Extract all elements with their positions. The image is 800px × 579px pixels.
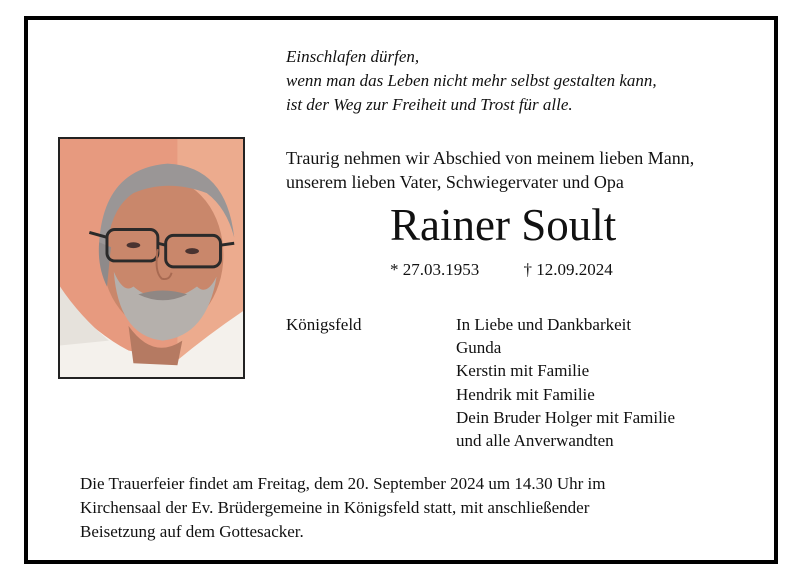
mourner-line: Gunda	[456, 338, 502, 358]
place-name: Königsfeld	[286, 315, 362, 334]
mourner-line: In Liebe und Dankbarkeit	[456, 315, 632, 334]
funeral-info: Die Trauerfeier findet am Freitag, dem 20. September 2024 um 14.30 Uhr im Kirchensaal der Ev. Brüdergemeine in Königsfeld statt, mit anschließender Beisetzung auf dem Gottesacker.	[80, 474, 606, 541]
birth-date: * 27.03.1953	[390, 260, 480, 279]
mourner-line: Dein Bruder Holger mit Familie	[456, 407, 676, 427]
poem-text: Einschlafen dürfen, wenn man das Leben nicht mehr selbst gestalten kann, ist der Weg zur Freiheit und Trost für alle.	[286, 47, 657, 114]
mourner-line: Kerstin mit Familie	[456, 361, 590, 381]
portrait-photo	[58, 137, 245, 379]
life-dates	[390, 259, 613, 281]
deceased-name: Rainer Soult	[390, 200, 617, 250]
farewell-intro: Traurig nehmen wir Abschied von meinem lieben Mann, unserem lieben Vater, Schwiegervater und Opa	[286, 148, 695, 192]
mourner-line: Hendrik mit Familie	[456, 384, 595, 404]
mourners-list	[456, 313, 675, 452]
death-date: † 12.09.2024	[523, 260, 613, 279]
mourner-line: und alle Anverwandten	[456, 431, 614, 451]
